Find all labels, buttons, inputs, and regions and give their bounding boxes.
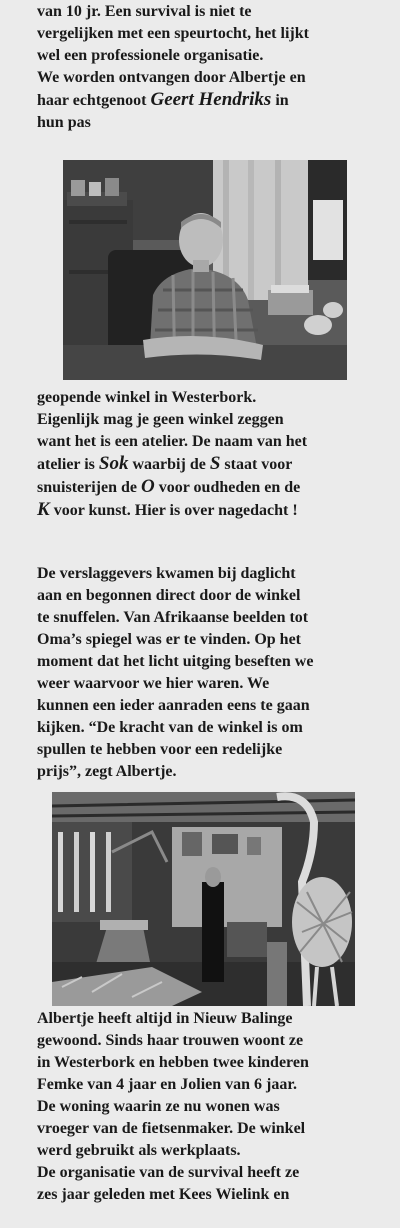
text-line: zes jaar geleden met Kees Wielink en (37, 1186, 290, 1203)
text-line: aan en begonnen direct door de winkel (37, 587, 301, 604)
sok-name: Sok (98, 453, 129, 474)
text-line: Eigenlijk mag je geen winkel zeggen (37, 411, 284, 428)
host-line-suffix: in (271, 92, 289, 109)
text-line: prijs”, zegt Albertje. (37, 763, 177, 780)
text-line: geopende winkel in Westerbork. (37, 389, 257, 406)
text-line: van 10 jr. Een survival is niet te (37, 3, 252, 20)
letter-k: K (37, 499, 50, 520)
text-line: wel een professionele organisatie. (37, 47, 264, 64)
letter-o: O (141, 476, 155, 497)
photo-shop-interior (52, 792, 355, 1006)
closing-paragraph (37, 1008, 367, 1206)
text-line: kunnen een ieder aanraden eens te gaan (37, 697, 310, 714)
host-name: Geert Hendriks (150, 89, 272, 110)
k-line (37, 499, 367, 522)
letter-s: S (209, 453, 221, 474)
text-line: te snuffelen. Van Afrikaanse beelden tot (37, 609, 309, 626)
text-line: werd gebruikt als werkplaats. (37, 1142, 241, 1159)
text-line: kijken. “De kracht van de winkel is om (37, 719, 303, 736)
shop-paragraph (37, 387, 367, 522)
text-line: Oma’s spiegel was er te vinden. Op het (37, 631, 301, 648)
text-line: weer waarvoor we hier waren. We (37, 675, 270, 692)
o-line-prefix: snuisterijen de (37, 479, 141, 496)
o-line-suffix: voor oudheden en de (154, 479, 301, 496)
intro-paragraph (37, 1, 367, 134)
text-line: We worden ontvangen door Albertje en (37, 69, 306, 86)
text-line: want het is een atelier. De naam van het (37, 433, 308, 450)
text-line: gewoond. Sinds haar trouwen woont ze (37, 1032, 304, 1049)
text-line: De woning waarin ze nu wonen was (37, 1098, 280, 1115)
sok-line-prefix: atelier is (37, 456, 99, 473)
text-line: Femke van 4 jaar en Jolien van 6 jaar. (37, 1076, 297, 1093)
text-line: moment dat het licht uitging beseften we (37, 653, 314, 670)
o-line (37, 476, 367, 499)
reporters-paragraph (37, 563, 367, 783)
sok-line-suffix: staat voor (220, 456, 293, 473)
k-line-suffix: voor kunst. Hier is over nagedacht ! (49, 502, 298, 519)
host-line-prefix: haar echtgenoot (37, 92, 151, 109)
text-line: hun pas (37, 114, 91, 131)
text-line: De organisatie van de survival heeft ze (37, 1164, 300, 1181)
text-line: Albertje heeft altijd in Nieuw Balinge (37, 1010, 293, 1027)
text-line: vroeger van de fietsenmaker. De winkel (37, 1120, 306, 1137)
sok-line-middle: waarbij de (128, 456, 210, 473)
text-line: in Westerbork en hebben twee kinderen (37, 1054, 309, 1071)
text-line: vergelijken met een speurtocht, het lijkt (37, 25, 309, 42)
photo-man-at-table (63, 160, 347, 380)
host-line (37, 89, 367, 112)
text-line: De verslaggevers kwamen bij daglicht (37, 565, 296, 582)
sok-line (37, 453, 367, 476)
text-line: spullen te hebben voor een redelijke (37, 741, 283, 758)
